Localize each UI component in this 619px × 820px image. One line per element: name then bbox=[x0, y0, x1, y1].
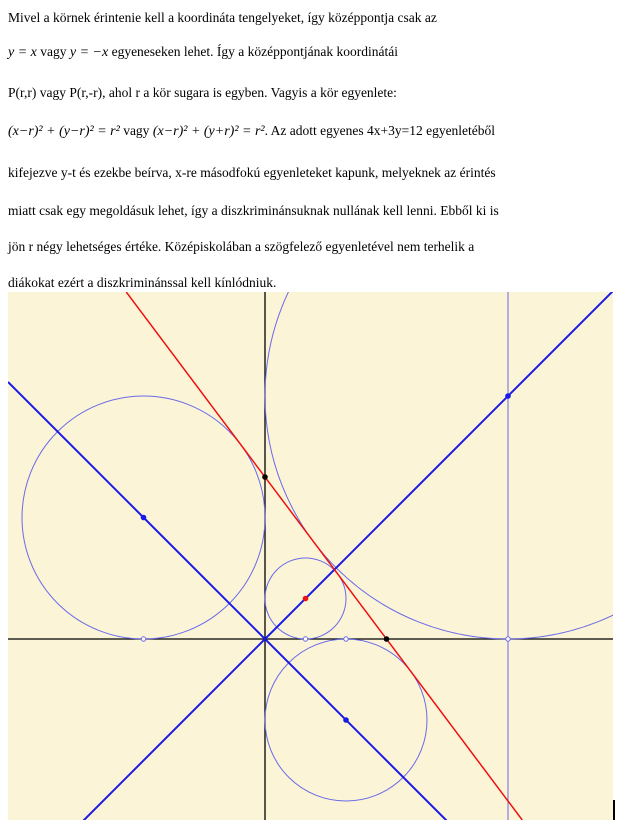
circle-center-r2 bbox=[343, 717, 349, 723]
text-line-5: kifejezve y-t és ezekbe beírva, x-re másodfokú egyenleteket kapunk, melyeknek az érintés bbox=[8, 165, 496, 180]
line-intercept-point bbox=[384, 636, 390, 642]
page-edge-mark bbox=[613, 800, 615, 820]
tangent-line bbox=[126, 292, 522, 820]
circle-center-r6 bbox=[505, 393, 511, 399]
circle-center-r1 bbox=[303, 596, 309, 602]
text-line-2-rest: egyeneseken lehet. Így a középpontjának koordinátái bbox=[111, 44, 398, 59]
text-line-2 bbox=[8, 44, 398, 61]
text-line-7: jön r négy lehetséges értéke. Középiskolában a szögfelező egyenletével nem terhelik a bbox=[8, 239, 475, 254]
line-intercept-point bbox=[262, 474, 268, 480]
x-axis-tangency-r2 bbox=[344, 637, 348, 641]
bisector-y-eq-x bbox=[8, 292, 613, 820]
text-line-4-rest: . Az adott egyenes 4x+3y=12 egyenletéből bbox=[264, 123, 496, 138]
circle-equation-1: (x−r)² + (y−r)² = r² bbox=[8, 124, 120, 139]
geometry-canvas bbox=[8, 292, 613, 820]
x-axis-tangency-r6 bbox=[506, 637, 510, 641]
word-vagy: vagy bbox=[40, 44, 67, 59]
text-line-8: diákokat ezért a diszkriminánssal kell kínlódniuk. bbox=[8, 275, 277, 290]
equation-y-eq-minus-x: y = −x bbox=[69, 45, 109, 60]
equation-y-eq-x: y = x bbox=[8, 45, 37, 60]
text-line-1: Mivel a körnek érintenie kell a koordináta tengelyeket, így középpontja csak az bbox=[8, 10, 437, 25]
text-line-6: miatt csak egy megoldásuk lehet, így a diszkriminánsuknak nullának kell lenni. Ebből ki is bbox=[8, 203, 499, 218]
circle-equation-2: (x−r)² + (y+r)² = r² bbox=[152, 124, 265, 139]
text-line-3: P(r,r) vagy P(r,-r), ahol r a kör sugara is egyben. Vagyis a kör egyenlete: bbox=[8, 85, 397, 100]
x-axis-tangency-r3 bbox=[141, 637, 145, 641]
circle-center-r3 bbox=[141, 515, 147, 521]
x-axis-tangency-r1 bbox=[303, 637, 307, 641]
text-line-4 bbox=[8, 123, 495, 140]
word-vagy-2: vagy bbox=[123, 123, 150, 138]
geometry-figure bbox=[8, 292, 613, 820]
bisector-y-eq-minus-x bbox=[8, 382, 613, 820]
